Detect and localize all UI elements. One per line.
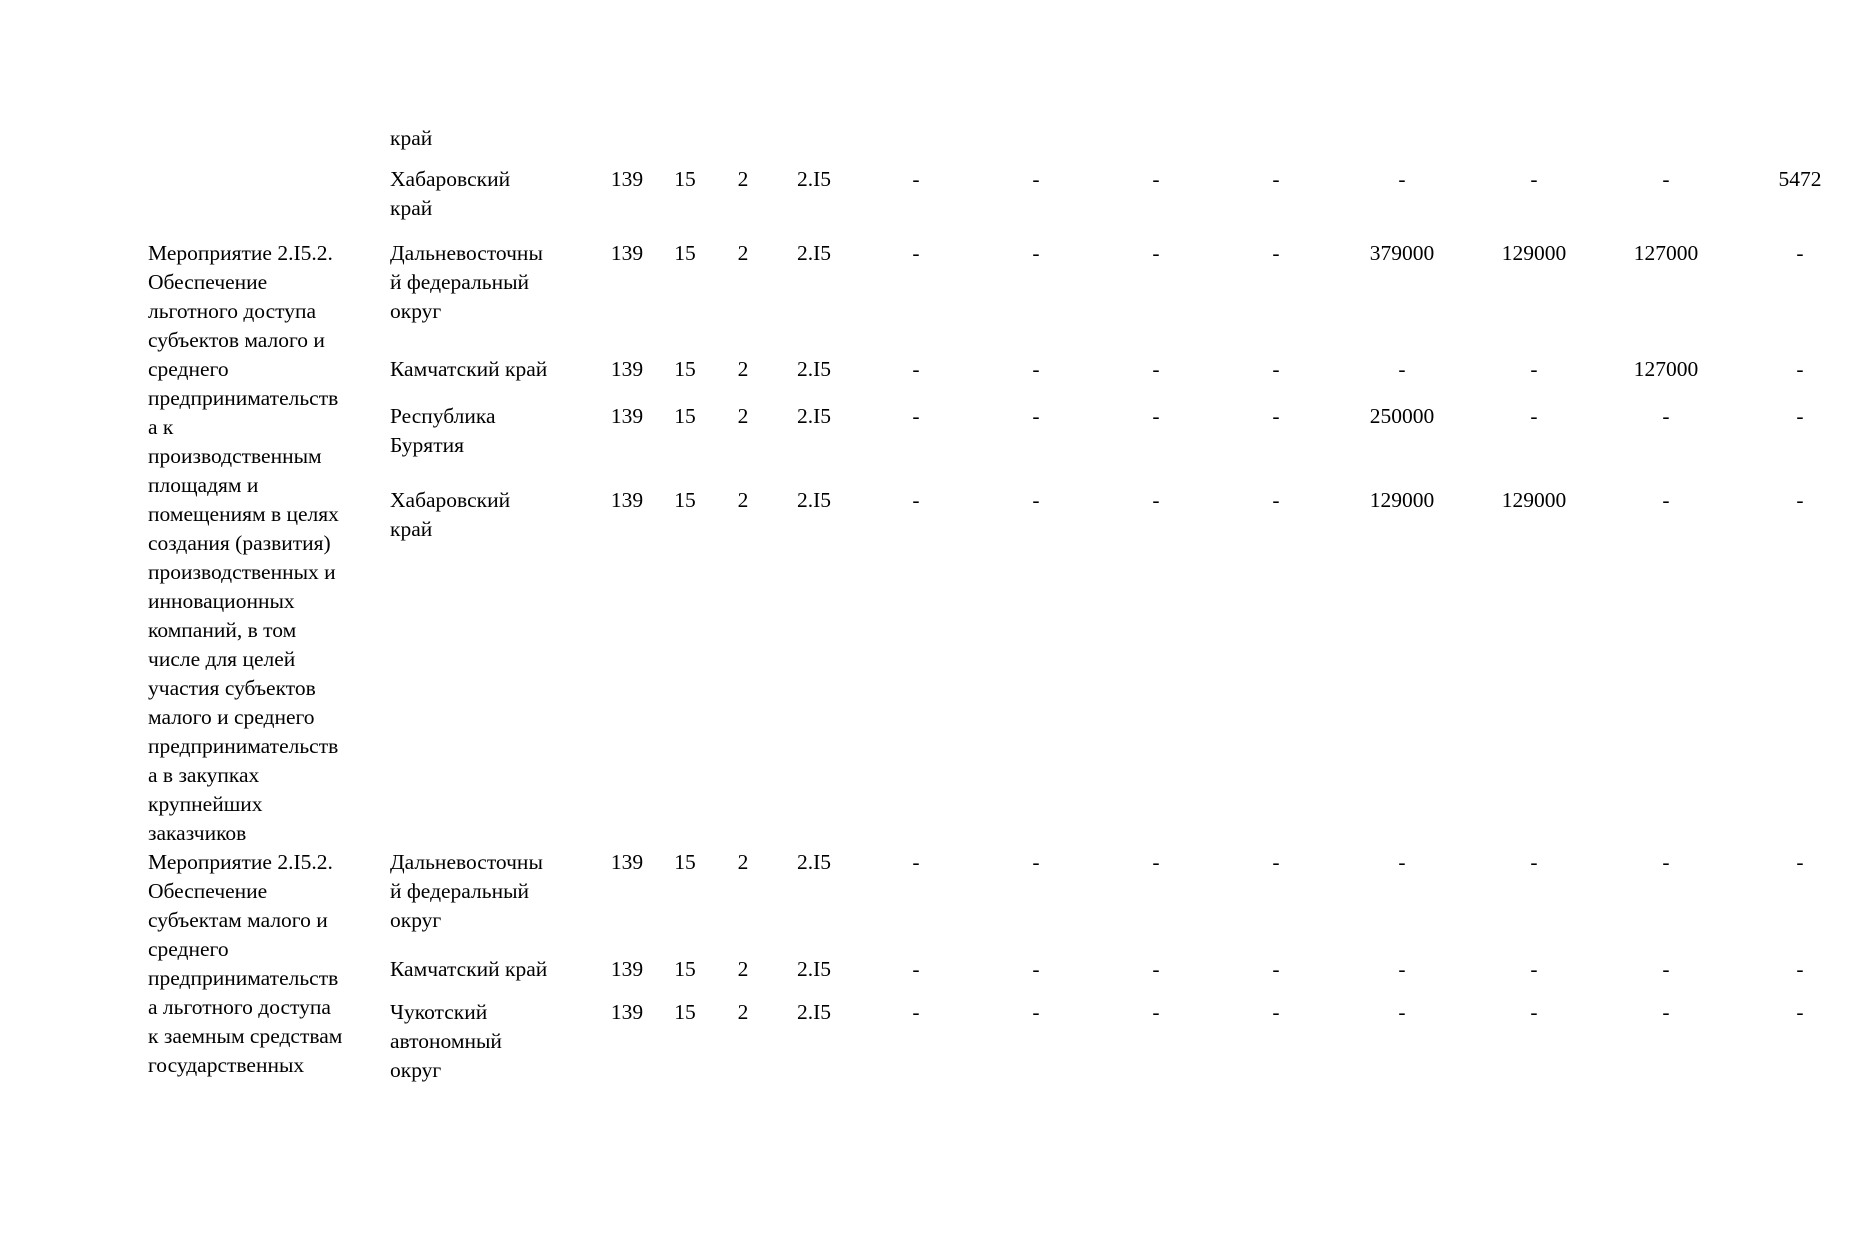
value-cell: 129000: [1501, 241, 1567, 265]
text-line: государственных: [148, 1053, 305, 1077]
table-row: [148, 955, 1868, 998]
value-cell: [1732, 124, 1868, 165]
value-cell: 379000: [1369, 241, 1435, 265]
value-cell: -: [1272, 167, 1280, 191]
value-cell: -: [1032, 241, 1040, 265]
activity-cell: [148, 239, 390, 848]
text-line: Бурятия: [390, 432, 464, 457]
value-cell: -: [912, 356, 920, 381]
value-cell: -: [1032, 403, 1040, 428]
code-cell: [656, 124, 714, 165]
table-row: [148, 848, 1868, 955]
value-cell: -: [1796, 488, 1804, 513]
value-cell: -: [1530, 356, 1538, 381]
value-cell: 129000: [1501, 488, 1567, 513]
value-cell: -: [1272, 403, 1280, 428]
value-cell: -: [1152, 957, 1160, 981]
text-line: льготного доступа: [148, 299, 317, 323]
budget-table: [148, 124, 1868, 1085]
value-cell: -: [1662, 850, 1670, 874]
value-cell: -: [1796, 957, 1804, 981]
table-row: [148, 239, 1868, 355]
text-line: субъектов малого и: [148, 328, 325, 352]
value-cell: -: [912, 1000, 920, 1024]
text-line: Хабаровский: [390, 167, 511, 191]
text-line: Мероприятие 2.I5.2.: [148, 241, 333, 265]
value-cell: -: [912, 850, 920, 874]
text-line: Обеспечение: [148, 270, 268, 294]
text-line: к заемным средствам: [148, 1024, 343, 1048]
value-cell: -: [912, 403, 920, 428]
code-cell: 2: [737, 241, 749, 265]
value-cell: -: [1398, 850, 1406, 874]
code-cell: 2.I5: [796, 488, 832, 513]
text-line: компаний, в том: [148, 618, 297, 642]
activity-cell: [148, 848, 390, 1085]
region-cell: [390, 998, 598, 1085]
value-cell: -: [1272, 957, 1280, 981]
table-row: [148, 165, 1868, 239]
table-row: [148, 124, 1868, 165]
text-line: среднего: [148, 937, 229, 961]
value-cell: -: [1398, 957, 1406, 981]
text-line: автономный: [390, 1029, 502, 1053]
value-cell: -: [1032, 957, 1040, 981]
text-line: край: [390, 126, 433, 150]
text-line: малого и среднего: [148, 705, 315, 729]
value-cell: -: [1272, 1000, 1280, 1024]
value-cell: -: [1796, 241, 1804, 265]
value-cell: [1468, 124, 1600, 165]
code-cell: 2.I5: [796, 167, 832, 191]
region-cell: [390, 124, 598, 165]
text-line: предпринимательств: [148, 386, 339, 410]
text-line: Мероприятие 2.I5.2.: [148, 850, 333, 874]
code-cell: 139: [610, 957, 644, 981]
value-cell: -: [1032, 356, 1040, 381]
text-line: й федеральный: [390, 270, 530, 294]
code-cell: 2: [737, 403, 749, 428]
value-cell: 127000: [1633, 356, 1699, 381]
value-cell: -: [1152, 850, 1160, 874]
value-cell: -: [912, 488, 920, 513]
code-cell: 2.I5: [796, 241, 832, 265]
value-cell: -: [912, 167, 920, 191]
code-cell: 139: [610, 850, 644, 874]
code-cell: 2: [737, 167, 749, 191]
code-cell: 2: [737, 356, 749, 381]
region-cell: [390, 355, 598, 402]
value-cell: -: [1530, 167, 1538, 191]
value-cell: [1096, 124, 1216, 165]
text-line: Дальневосточны: [390, 850, 543, 874]
text-line: й федеральный: [390, 879, 530, 903]
value-cell: -: [1530, 403, 1538, 428]
code-cell: 15: [674, 488, 696, 513]
text-line: производственных и: [148, 560, 336, 584]
text-line: заказчиков: [148, 821, 247, 845]
code-cell: 139: [610, 241, 644, 265]
value-cell: -: [1530, 957, 1538, 981]
text-line: среднего: [148, 357, 229, 381]
region-cell: [390, 165, 598, 239]
value-cell: -: [1662, 403, 1670, 428]
value-cell: -: [1032, 167, 1040, 191]
code-cell: 139: [610, 1000, 644, 1024]
text-line: округ: [390, 299, 442, 323]
value-cell: -: [1272, 356, 1280, 381]
value-cell: [976, 124, 1096, 165]
value-cell: -: [1398, 167, 1406, 191]
text-line: субъектам малого и: [148, 908, 328, 932]
text-line: Хабаровский: [390, 488, 511, 513]
value-cell: -: [1152, 403, 1160, 428]
value-cell: [856, 124, 976, 165]
code-cell: 15: [674, 241, 696, 265]
text-line: помещениям в целях: [148, 502, 339, 526]
code-cell: 15: [674, 403, 696, 428]
text-line: инновационных: [148, 589, 295, 613]
value-cell: -: [1032, 1000, 1040, 1024]
text-line: округ: [390, 1058, 442, 1082]
region-cell: [390, 486, 598, 848]
code-cell: 2: [737, 957, 749, 981]
code-cell: 139: [610, 488, 644, 513]
value-cell: -: [1152, 1000, 1160, 1024]
value-cell: -: [912, 957, 920, 981]
text-line: а к: [148, 415, 174, 439]
value-cell: -: [1152, 356, 1160, 381]
code-cell: [714, 124, 772, 165]
text-line: Обеспечение: [148, 879, 268, 903]
value-cell: -: [1662, 1000, 1670, 1024]
code-cell: 15: [674, 957, 696, 981]
value-cell: -: [1796, 356, 1804, 381]
text-line: предпринимательств: [148, 734, 339, 758]
text-line: производственным: [148, 444, 322, 468]
value-cell: -: [1662, 488, 1670, 513]
text-line: числе для целей: [148, 647, 296, 671]
table-row: [148, 486, 1868, 848]
value-cell: -: [1272, 488, 1280, 513]
text-line: Дальневосточны: [390, 241, 543, 265]
value-cell: -: [1662, 957, 1670, 981]
text-line: площадям и: [148, 473, 259, 497]
value-cell: -: [1662, 167, 1670, 191]
value-cell: [1600, 124, 1732, 165]
code-cell: 2: [737, 1000, 749, 1024]
region-cell: [390, 955, 598, 998]
value-cell: -: [1796, 1000, 1804, 1024]
code-cell: 2.I5: [796, 850, 832, 874]
value-cell: -: [1398, 1000, 1406, 1024]
code-cell: 2.I5: [796, 1000, 832, 1024]
table-body: [148, 124, 1868, 1085]
text-line: а льготного доступа: [148, 995, 331, 1019]
text-line: Камчатский край: [390, 356, 548, 381]
code-cell: 15: [674, 850, 696, 874]
code-cell: [772, 124, 856, 165]
value-cell: -: [1530, 1000, 1538, 1024]
code-cell: 139: [610, 167, 644, 191]
table-row: [148, 402, 1868, 487]
value-cell: -: [1152, 241, 1160, 265]
code-cell: 2.I5: [796, 403, 832, 428]
text-line: крупнейших: [148, 792, 263, 816]
text-line: край: [390, 196, 433, 220]
text-line: Чукотский: [390, 1000, 488, 1024]
value-cell: -: [1272, 241, 1280, 265]
activity-cell: [148, 124, 390, 239]
text-line: создания (развития): [148, 531, 331, 555]
text-line: край: [390, 517, 433, 542]
table-row: [148, 355, 1868, 402]
value-cell: -: [1032, 488, 1040, 513]
value-cell: [1216, 124, 1336, 165]
value-cell: -: [1796, 850, 1804, 874]
value-cell: 129000: [1369, 488, 1435, 513]
value-cell: -: [1530, 850, 1538, 874]
code-cell: 2: [737, 488, 749, 513]
region-cell: [390, 848, 598, 955]
code-cell: 139: [610, 403, 644, 428]
text-line: Республика: [390, 403, 496, 428]
value-cell: 5472: [1778, 167, 1822, 191]
code-cell: 139: [610, 356, 644, 381]
text-line: а в закупках: [148, 763, 260, 787]
value-cell: -: [1398, 356, 1406, 381]
value-cell: -: [1032, 850, 1040, 874]
text-line: участия субъектов: [148, 676, 316, 700]
value-cell: [1336, 124, 1468, 165]
code-cell: 2: [737, 850, 749, 874]
table-row: [148, 998, 1868, 1085]
value-cell: 127000: [1633, 241, 1699, 265]
value-cell: -: [1152, 488, 1160, 513]
text-line: Камчатский край: [390, 957, 548, 981]
value-cell: -: [1272, 850, 1280, 874]
code-cell: [598, 124, 656, 165]
code-cell: 15: [674, 356, 696, 381]
text-line: предпринимательств: [148, 966, 339, 990]
text-line: округ: [390, 908, 442, 932]
value-cell: -: [912, 241, 920, 265]
code-cell: 15: [674, 1000, 696, 1024]
value-cell: -: [1796, 403, 1804, 428]
value-cell: -: [1152, 167, 1160, 191]
region-cell: [390, 239, 598, 355]
code-cell: 15: [674, 167, 696, 191]
region-cell: [390, 402, 598, 487]
code-cell: 2.I5: [796, 356, 832, 381]
code-cell: 2.I5: [796, 957, 832, 981]
value-cell: 250000: [1369, 403, 1435, 428]
